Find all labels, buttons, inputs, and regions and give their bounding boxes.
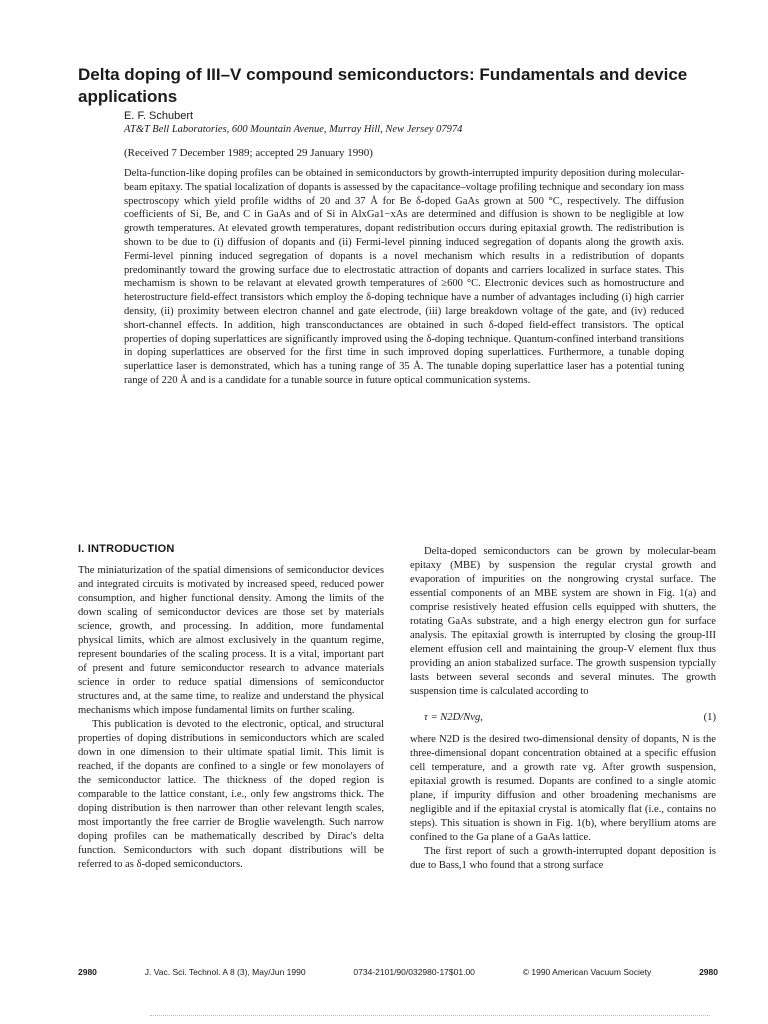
article-title: Delta doping of III–V compound semiconductors: Fundamentals and device applications	[78, 65, 688, 106]
article-code: 0734-2101/90/032980-17$01.00	[353, 967, 475, 977]
equation-number: (1)	[703, 712, 716, 723]
paragraph: This publication is devoted to the electronic, optical, and structural properties of doping distributions in semiconductors which are scaled down in one dimension to their ultimate spatial limit. This limit is reached, if the dopants are confined to a single or few monolayers of the semiconductor lattice. The thickness of the doped region is comparable to the lattice constant, i.e., only few angstroms thick. The doping distribution is then narrower than other relevant length scales, most importantly the free carrier de Broglie wavelength. Such narrow doping profiles can be mathematically described by Dirac's delta function. Semiconductors with such dopant distributions will be referred to as δ-doped semiconductors.	[78, 719, 384, 870]
author-name: E. F. Schubert	[124, 110, 194, 122]
page-number-right: 2980	[699, 967, 718, 977]
abstract: Delta-function-like doping profiles can be obtained in semiconductors by growth-interrupted impurity deposition during molecular-beam epitaxy. The spatial localization of dopants is assessed by the capacitance–voltage profiling technique and secondary ion mass spectroscopy which yield profile widths of 20 and 37 Å for Be δ-doped GaAs grown at 500 °C, respectively. The diffusion coefficients of Si, Be, and C in GaAs and of Si in AlxGa1−xAs are determined and diffusion is shown to be negligible at low growth temperatures. At elevated growth temperatures, dopant redistribution occurs during epitaxial growth. The redistribution is shown to be due to (i) diffusion of dopants and (ii) Fermi-level pinning induced segregation of dopants along the growth axis. Fermi-level pinning induced segregation of dopants is a novel mechanism which results in a redistribution of dopants predominantly toward the growing surface due to electrostatic attraction of dopants and carriers localized in surface states. This mechamism is shown to be relavant at elevated growth temperatures of ≥600 °C. Electronic devices such as homostructure and heterostructure field-effect transistors which employ the δ-doping technique have a number of advantages including (i) high carrier density, (ii) proximity between electron channel and gate electrode, (iii) large breakdown voltage of the gate, and (iv) reduced short-channel effects. In addition, high transconductances are obtained in such δ-doped field-effect transistors. The optical properties of doping superlattices are significantly improved using the δ-doping technique. Quantum-confined interband transitions in doping superlattices are observed for the first time in such improved doping superlattices. Furthermore, a tunable doping superlattice laser is demonstrated, which has a tuning range of 35 Å. The tunable doping superlattice laser has a potential tuning range of 220 Å and is a candidate for a tunable source in future optical communication systems.	[124, 168, 684, 386]
bottom-divider	[150, 1015, 710, 1016]
equation-1	[410, 711, 716, 725]
paragraph: Delta-doped semiconductors can be grown by molecular-beam epitaxy (MBE) by suspension the regular crystal growth and evaporation of impurities on the nongrowing crystal surface. The essential components of an MBE system are shown in Fig. 1(a) and comprise resistively heated effusion cells equipped with shutters, the rotating GaAs substrate, and a high energy electron gun for surface analysis. The epitaxial growth is interrupted by closing the group-III element effusion cell and maintaining the group-V element flux thus providing an anion stabalized surface. The growth suspension typcially lasts between several seconds and several minutes. The growth suspension time is calculated according to	[410, 546, 716, 697]
paragraph: where N2D is the desired two-dimensional density of dopants, N is the three-dimensional dopant concentration obtained at a specific effusion cell temperature, and a growth rate vg. After growth suspension, epitaxial growth is resumed. Dopants are confined to a single atomic plane, if impurity diffusion and other broadening mechanisms are negligible and if the epitaxial crystal is atomically flat (i.e., contains no steps). This situation is shown in Fig. 1(b), where beryllium atoms are confined to the Ga plane of a GaAs lattice.	[410, 734, 716, 843]
journal-citation: J. Vac. Sci. Technol. A 8 (3), May/Jun 1990	[144, 967, 306, 977]
page-number-left: 2980	[78, 967, 97, 977]
received-dates: (Received 7 December 1989; accepted 29 January 1990)	[124, 147, 373, 159]
equation-text: τ = N2D/Nvg,	[424, 712, 483, 723]
copyright: © 1990 American Vacuum Society	[522, 967, 652, 977]
page-footer	[78, 967, 718, 977]
paragraph: The first report of such a growth-interrupted dopant deposition is due to Bass,1 who found that a strong surface	[410, 846, 716, 871]
left-column	[78, 542, 384, 872]
author-affiliation: AT&T Bell Laboratories, 600 Mountain Avenue, Murray Hill, New Jersey 07974	[124, 124, 463, 135]
paragraph: The miniaturization of the spatial dimensions of semiconductor devices and integrated circuits is motivated by increased speed, reduced power consumption, and higher functional density. Among the limits of the down scaling of semiconductor devices are those set by materials science, growth, and processing. In addition, more fundamental physical limits, which are almost exclusively in the quantum regime, represent boundaries of the scaling process. It is a vital, important part of present and future semiconductor research to advance materials science in order to reduce spatial dimensions of semiconductor structures and, at the same time, to realize and understand the physical mechanisms which impose fundamental limits on further scaling.	[78, 565, 384, 716]
section-heading: I. INTRODUCTION	[78, 543, 175, 555]
right-column	[410, 545, 716, 873]
